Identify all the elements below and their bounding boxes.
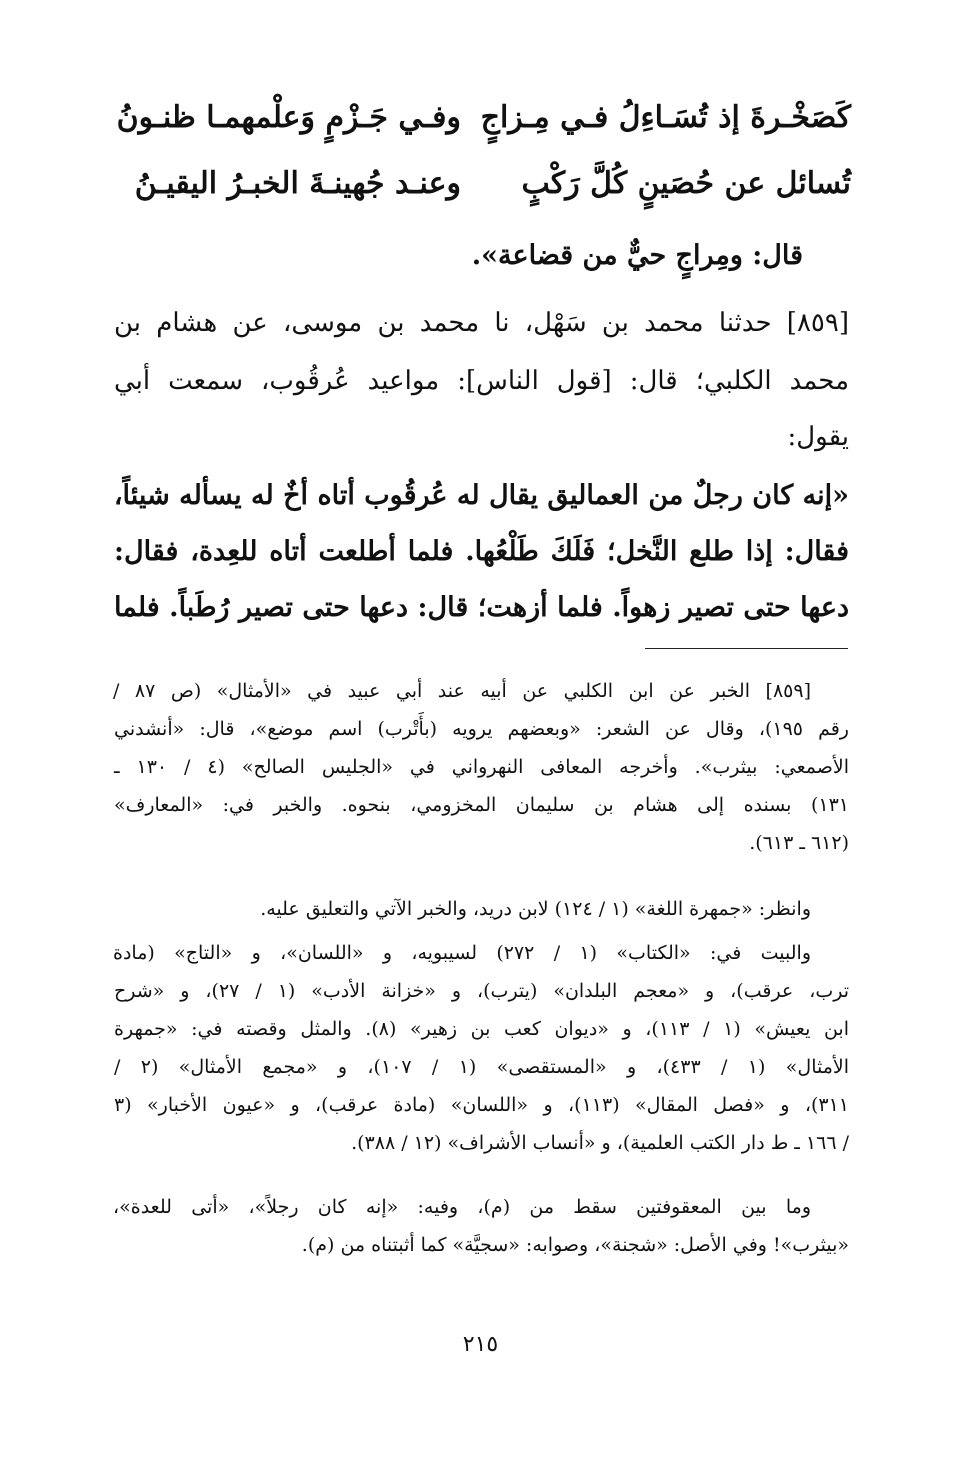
footnote-divider	[645, 648, 848, 649]
footnote-line: وانظر: «جمهرة اللغة» (١ / ١٢٤) لابن دريد، والخبر الآتي والتعليق عليه.	[260, 898, 811, 920]
footnote-line: ابن يعيش» (١ / ١١٣)، و «ديوان كعب بن زهير» (٨). والمثل وقصته في: «جمهرة	[114, 1018, 850, 1040]
page-number: ٢١٥	[462, 1332, 499, 1357]
footnote-line: ١٣١) بسنده إلى هشام بن سليمان المخزومي، بنحوه. والخبر في: «المعارف»	[114, 794, 849, 816]
entry-line: يقول:	[787, 422, 849, 452]
verse-hemistich-second: وفـي جَـزْمٍ وَعلْمهمـا ظنـونُ	[116, 100, 461, 135]
footnote-line: «بيثرب»! وفي الأصل: «شجنة»، وصوابه: «سجيَّة» كما أثبتناه من (م).	[301, 1234, 849, 1256]
story-line: «إنه كان رجلٌ من العماليق يقال له عُرقُوب أتاه أخٌ له يسأله شيئاً،	[113, 480, 849, 511]
verse-hemistich-first: تُسائل عن حُصَينٍ كُلَّ رَكْبٍ	[521, 166, 851, 201]
verse-note: قال: ومِراجٍ حيٌّ من قضاعة».	[471, 240, 803, 271]
footnote-line: رقم ١٩٥)، وقال عن الشعر: «وبعضهم يرويه (بأَتْرب) اسم موضع»، قال: «أنشدني	[114, 718, 849, 740]
footnote-line: والبيت في: «الكتاب» (١ / ٢٧٢) لسيبويه، و «اللسان»، و «التاج» (مادة	[113, 942, 811, 964]
verse-line	[0, 100, 961, 160]
entry-line: [٨٥٩] حدثنا محمد بن سَهْل، نا محمد بن موسى، عن هشام بن	[114, 308, 849, 338]
footnote-line: ٣١١)، و «فصل المقال» (١١٣)، و «اللسان» (مادة عرقب)، و «عيون الأخبار» (٣	[114, 1094, 849, 1116]
story-line: دعها حتى تصير زهواً. فلما أزهت؛ قال: دعها حتى تصير رُطَباً. فلما	[114, 592, 849, 623]
footnote-line: وما بين المعقوفتين سقط من (م)، وفيه: «إنه كان رجلاً»، «أتى للعدة»،	[113, 1196, 811, 1218]
footnote-line: الأمثال» (١ / ٤٣٣)، و «المستقصى» (١ / ١٠٧)، و «مجمع الأمثال» (٢ /	[114, 1056, 850, 1078]
footnote-line: [٨٥٩] الخبر عن ابن الكلبي عن أبيه عند أبي عبيد في «الأمثال» (ص ٨٧ /	[113, 680, 811, 702]
footnote-line: الأصمعي: بيثرب». وأخرجه المعافى النهرواني في «الجليس الصالح» (٤ / ١٣٠ ـ	[114, 756, 850, 778]
verse-line	[0, 166, 961, 226]
footnote-line: (٦١٢ ـ ٦١٣).	[749, 832, 849, 854]
story-line: فقال: إذا طلع النَّخل؛ فَلَكَ طَلْعُها. فلما أطلعت أتاه للعِدة، فقال:	[114, 536, 849, 567]
entry-line: محمد الكلبي؛ قال: [قول الناس]: مواعيد عُرقُوب، سمعت أبي	[114, 366, 849, 396]
verse-hemistich-second: وعنـد جُهينـةَ الخبـرُ اليقيـنُ	[134, 166, 461, 201]
verse-hemistich-first: كَصَخْـرةَ إذ تُسَـاءِلُ فـي مِـزاجٍ	[480, 100, 851, 135]
footnote-line: / ١٦٦ ـ ط دار الكتب العلمية)، و «أنساب الأشراف» (١٢ / ٣٨٨).	[351, 1132, 849, 1154]
footnote-line: ترب، عرقب)، و «معجم البلدان» (يترب)، و «خزانة الأدب» (١ / ٢٧)، و «شرح	[114, 980, 850, 1002]
